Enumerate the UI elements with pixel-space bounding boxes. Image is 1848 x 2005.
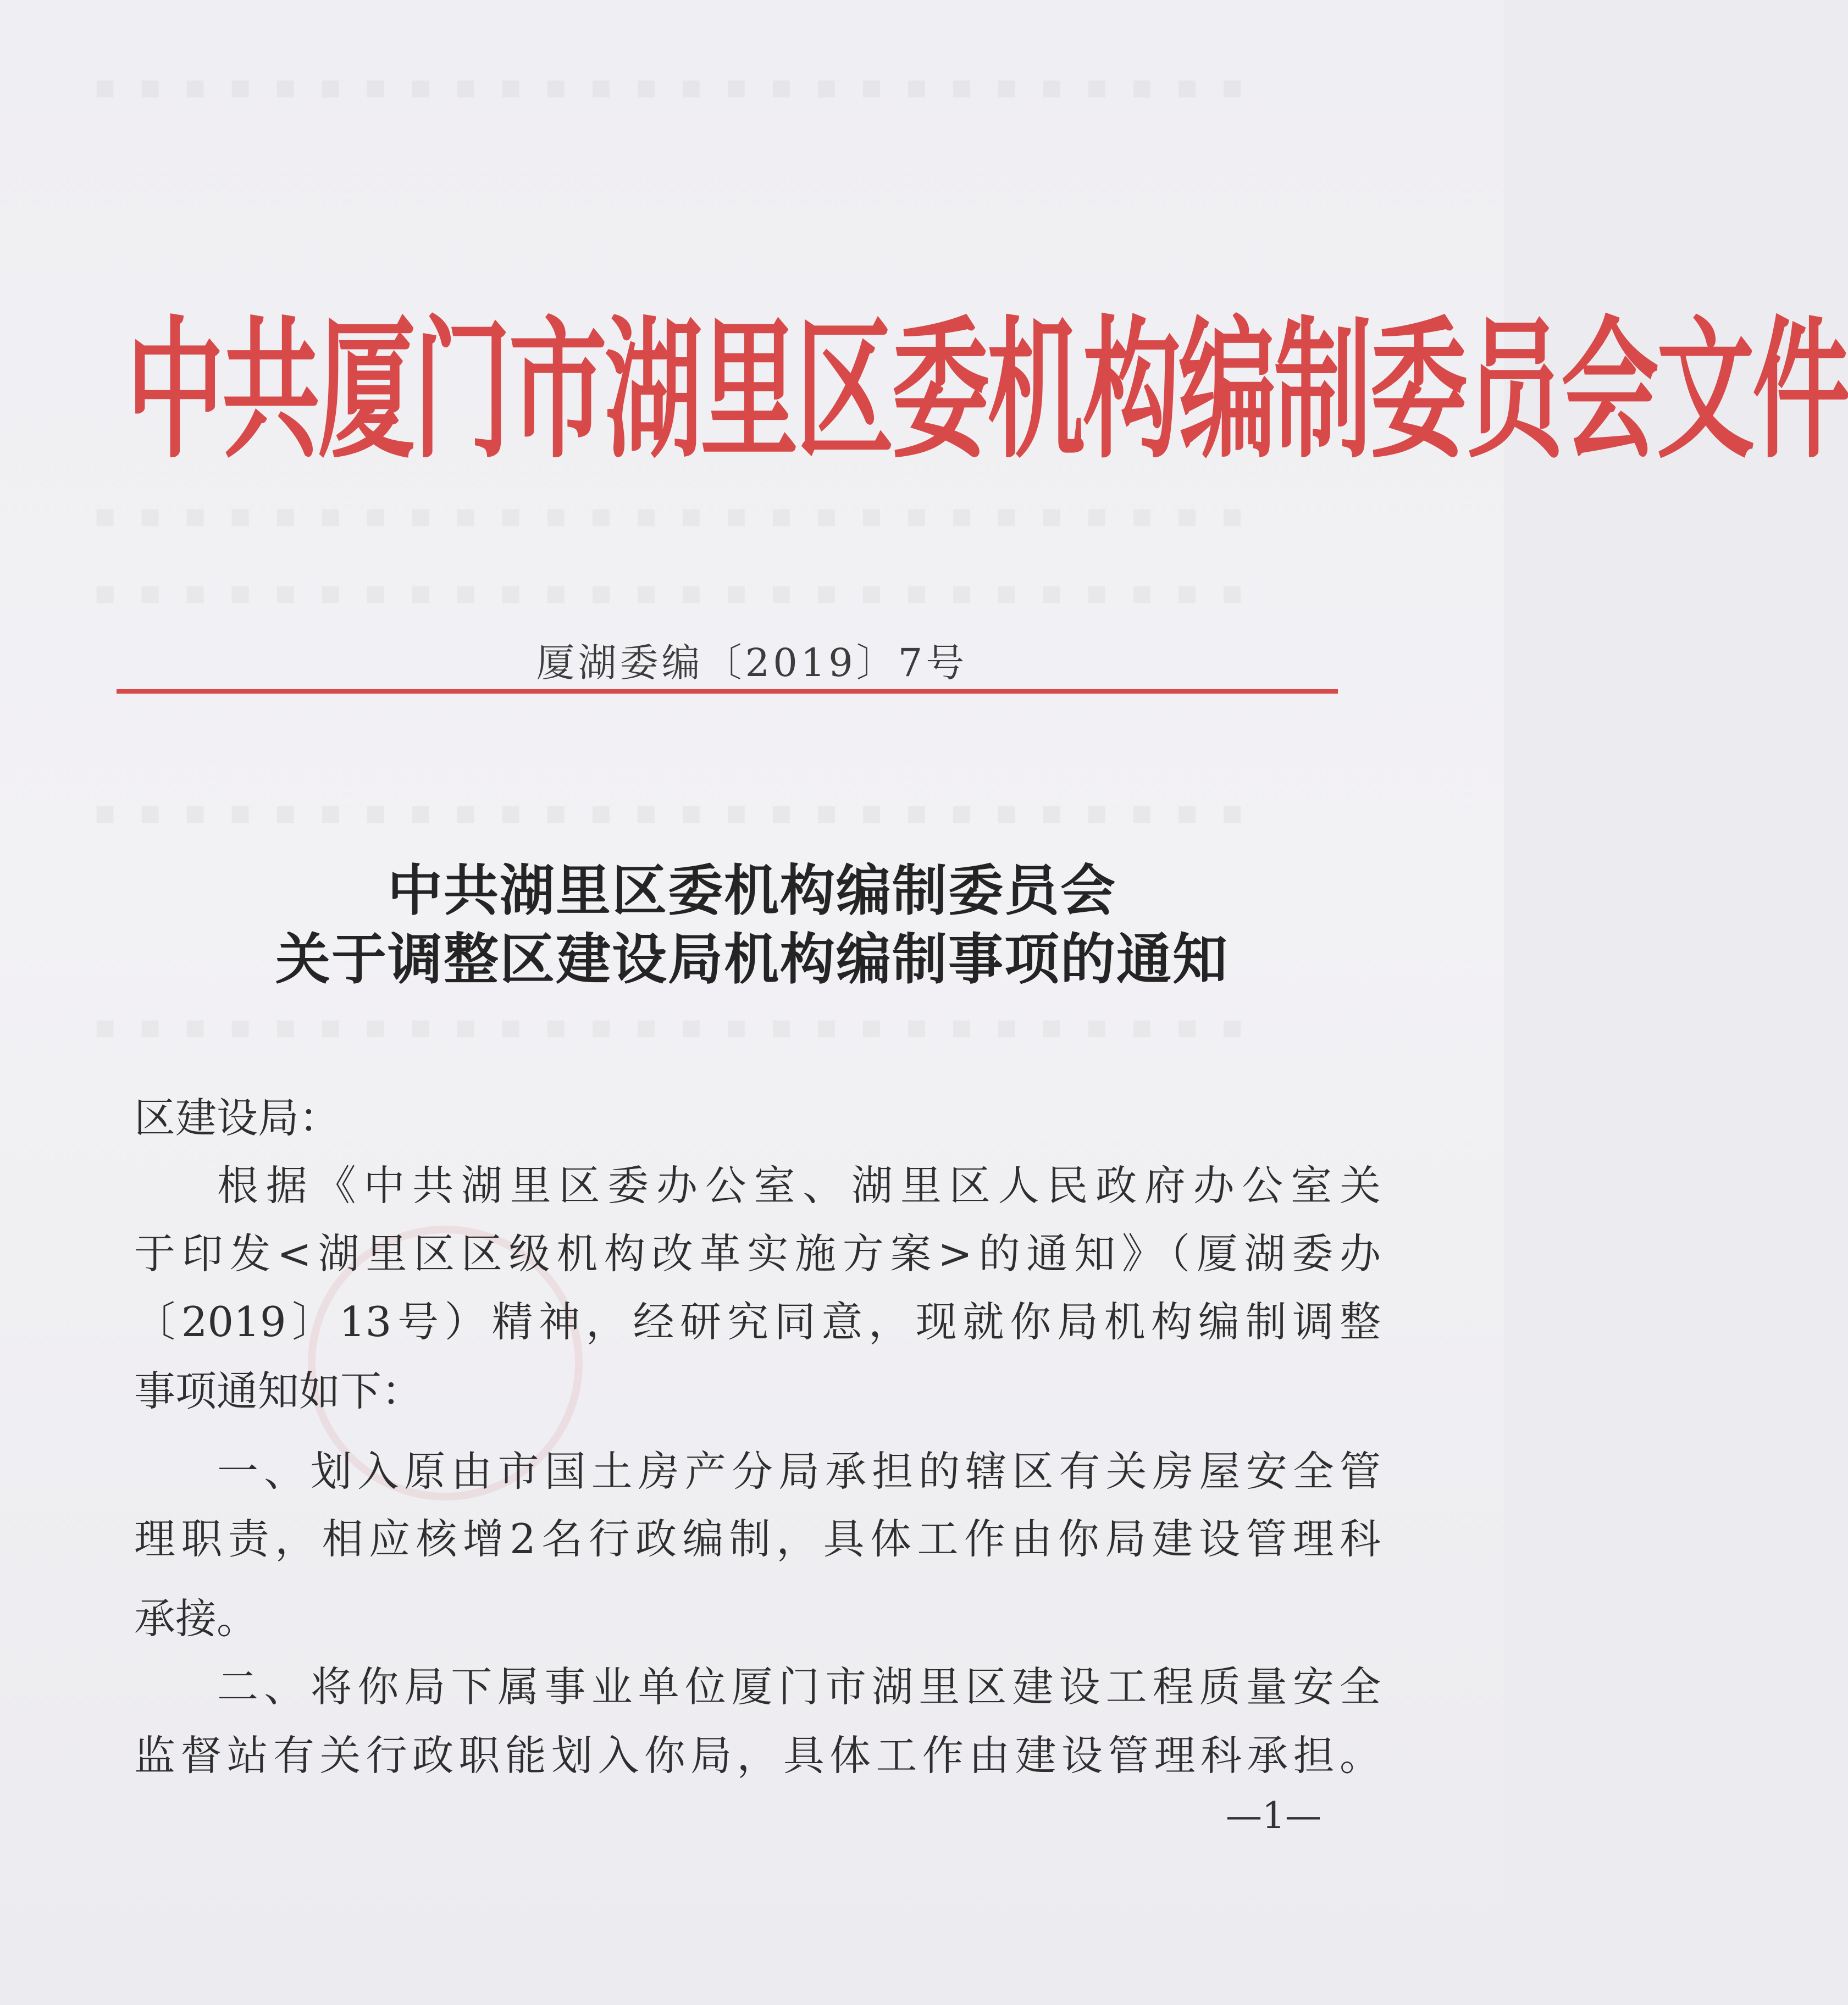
body-line: 事项通知如下： — [134, 1367, 423, 1415]
body-line: 根据《中共湖里区委办公室、湖里区人民政府办公室关 — [217, 1161, 1381, 1210]
document-title-line-1: 中共湖里区委机构编制委员会 — [388, 858, 1116, 923]
body-line: 二、将你局下属事业单位厦门市湖里区建设工程质量安全 — [217, 1663, 1381, 1711]
red-separator-line — [117, 689, 1338, 694]
document-number: 厦湖委编〔2019〕7号 — [536, 640, 968, 685]
body-line: 理职责，相应核增2名行政编制，具体工作由你局建设管理科 — [134, 1515, 1381, 1563]
recipient: 区建设局： — [134, 1094, 341, 1142]
show-through-text: ▪▪▪▪▪▪▪▪▪▪▪▪▪▪▪▪▪▪▪▪▪▪▪▪▪▪ — [93, 66, 1266, 106]
show-through-text: ▪▪▪▪▪▪▪▪▪▪▪▪▪▪▪▪▪▪▪▪▪▪▪▪▪▪ — [93, 495, 1266, 535]
page-number: —1— — [1226, 1794, 1321, 1837]
body-line: 于印发<湖里区区级机构改革实施方案>的通知》（厦湖委办 — [134, 1229, 1381, 1278]
document-masthead: 中共厦门市湖里区委机构编制委员会文件 — [126, 301, 1848, 479]
show-through-text: ▪▪▪▪▪▪▪▪▪▪▪▪▪▪▪▪▪▪▪▪▪▪▪▪▪▪ — [93, 791, 1266, 832]
document-title-line-2: 关于调整区建设局机构编制事项的通知 — [275, 927, 1229, 992]
body-line: 一、划入原由市国土房产分局承担的辖区有关房屋安全管 — [217, 1447, 1381, 1496]
show-through-text: ▪▪▪▪▪▪▪▪▪▪▪▪▪▪▪▪▪▪▪▪▪▪▪▪▪▪ — [93, 572, 1266, 612]
body-line: 监督站有关行政职能划入你局，具体工作由建设管理科承担。 — [134, 1731, 1381, 1780]
body-line: 承接。 — [134, 1594, 258, 1643]
show-through-text: ▪▪▪▪▪▪▪▪▪▪▪▪▪▪▪▪▪▪▪▪▪▪▪▪▪▪ — [93, 1006, 1266, 1046]
body-line: 〔2019〕13号）精神，经研究同意，现就你局机构编制调整 — [134, 1298, 1381, 1346]
